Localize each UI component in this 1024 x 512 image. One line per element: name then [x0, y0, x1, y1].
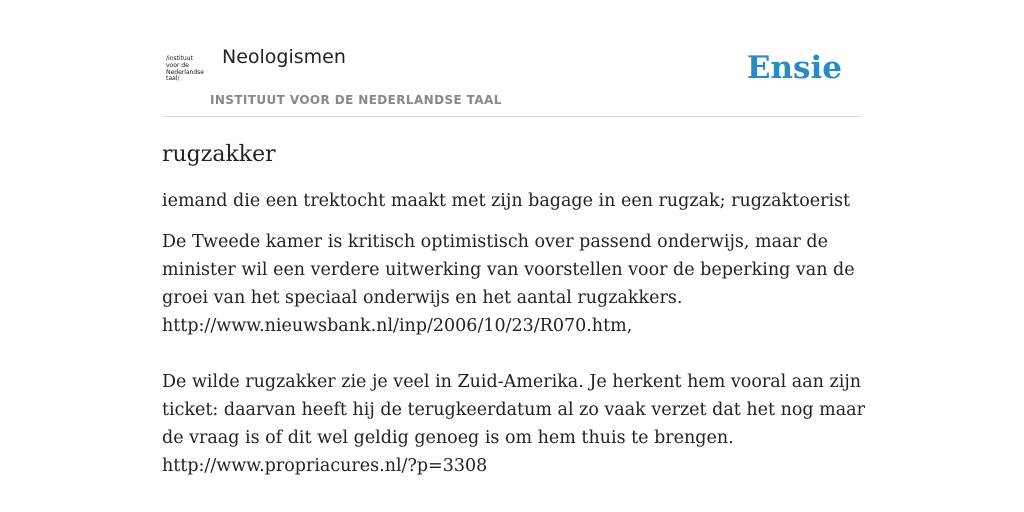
- entry-term: rugzakker: [162, 142, 276, 167]
- entry-definition: iemand die een trektocht maakt met zijn bagage in een rugzak; rugzaktoerist: [162, 191, 851, 211]
- logo-line: /instituut: [166, 55, 193, 62]
- instituut-logo[interactable]: [166, 56, 208, 90]
- page-header: [162, 40, 862, 117]
- entry-content: [162, 138, 868, 480]
- logo-line: taal/: [166, 75, 180, 83]
- example-separator: [162, 340, 868, 368]
- ensie-brand-logo[interactable]: Ensie: [746, 50, 842, 86]
- site-subtitle: INSTITUUT VOOR DE NEDERLANDSE TAAL: [210, 93, 502, 107]
- example-source-link[interactable]: http://www.nieuwsbank.nl/inp/2006/10/23/R070.htm,: [162, 316, 633, 336]
- logo-line: Nederlandse: [166, 68, 205, 76]
- logo-line: voor de: [166, 61, 189, 69]
- example-text: De Tweede kamer is kritisch optimistisch over passend onderwijs, maar de minister wil een verdere uitwerking van voorstellen voor de beperking van de groei van het speciaal onderwijs en het aantal rugzakkers.: [162, 232, 855, 308]
- entry-examples: [162, 228, 868, 480]
- example-source-link[interactable]: http://www.propriacures.nl/?p=3308: [162, 456, 488, 476]
- example-text: De wilde rugzakker zie je veel in Zuid-Amerika. Je herkent hem vooral aan zijn ticket: daarvan heeft hij de terugkeerdatum al zo vaak verzet dat het nog maar de vraag is of dit wel geldig genoeg is om hem thuis te brengen.: [162, 372, 865, 448]
- site-title-link[interactable]: Neologismen: [222, 46, 346, 68]
